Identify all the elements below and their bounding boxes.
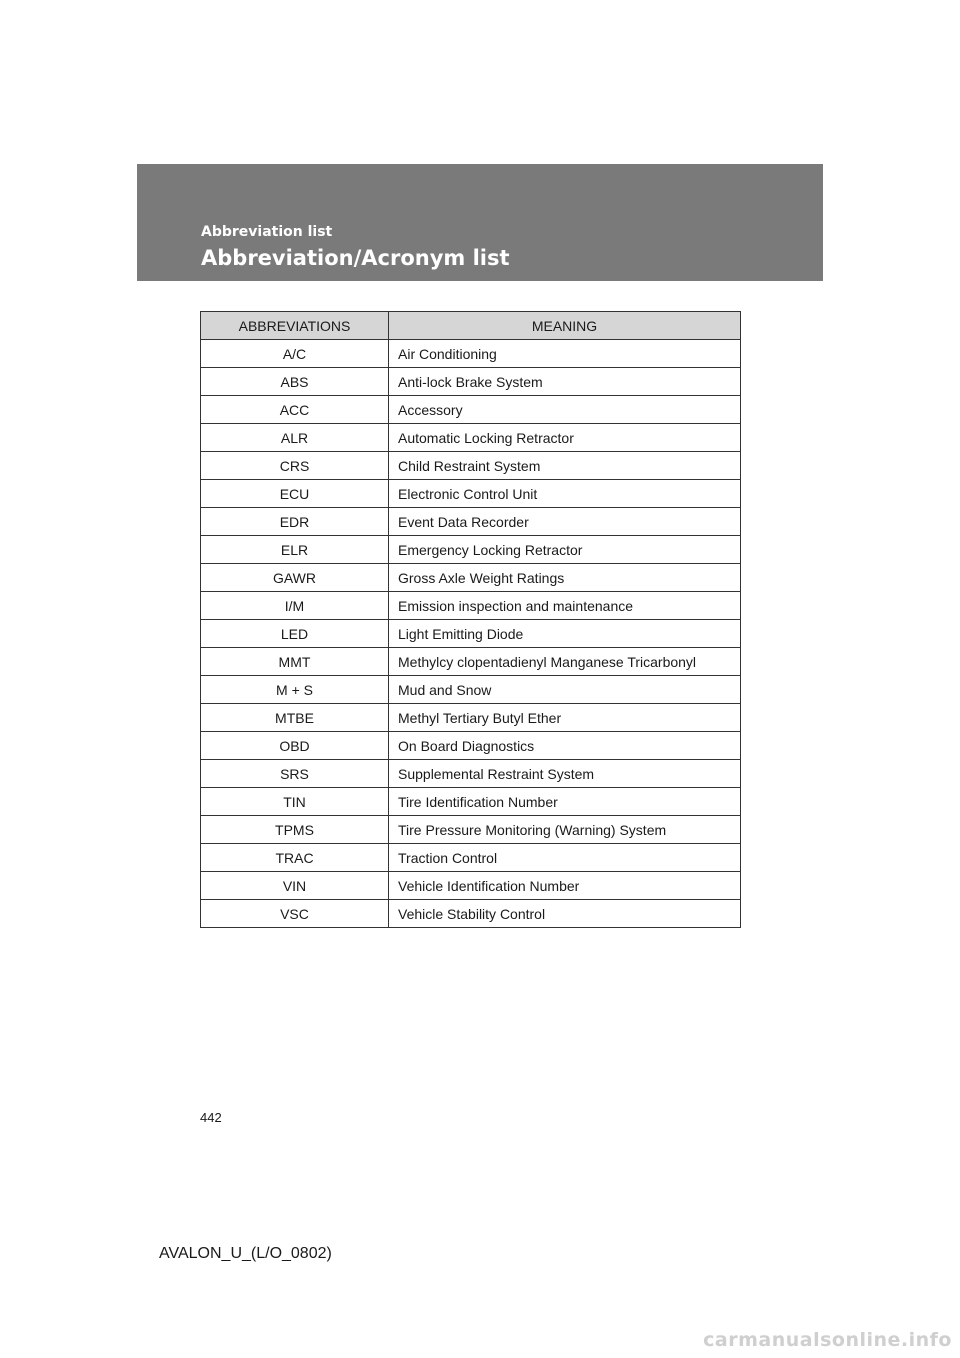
table-row bbox=[201, 704, 741, 732]
table-row bbox=[201, 732, 741, 760]
abbreviation-cell: SRS bbox=[201, 760, 389, 788]
meaning-cell: On Board Diagnostics bbox=[389, 732, 741, 760]
table-row bbox=[201, 788, 741, 816]
meaning-cell: Tire Identification Number bbox=[389, 788, 741, 816]
table-row bbox=[201, 452, 741, 480]
watermark: carmanualsonline.info bbox=[703, 1329, 952, 1351]
table-row bbox=[201, 900, 741, 928]
abbreviation-cell: TPMS bbox=[201, 816, 389, 844]
meaning-cell: Child Restraint System bbox=[389, 452, 741, 480]
meaning-cell: Event Data Recorder bbox=[389, 508, 741, 536]
abbreviation-cell: GAWR bbox=[201, 564, 389, 592]
abbreviation-cell: ECU bbox=[201, 480, 389, 508]
table-row bbox=[201, 508, 741, 536]
meaning-cell: Traction Control bbox=[389, 844, 741, 872]
table-row bbox=[201, 480, 741, 508]
abbreviation-cell: ACC bbox=[201, 396, 389, 424]
meaning-cell: Supplemental Restraint System bbox=[389, 760, 741, 788]
meaning-cell: Automatic Locking Retractor bbox=[389, 424, 741, 452]
meaning-cell: Methylcy clopentadienyl Manganese Tricarbonyl bbox=[389, 648, 741, 676]
abbreviation-cell: CRS bbox=[201, 452, 389, 480]
table-row bbox=[201, 620, 741, 648]
meaning-cell: Light Emitting Diode bbox=[389, 620, 741, 648]
column-header-abbreviations: ABBREVIATIONS bbox=[201, 312, 389, 340]
abbreviation-cell: MTBE bbox=[201, 704, 389, 732]
meaning-cell: Tire Pressure Monitoring (Warning) System bbox=[389, 816, 741, 844]
column-header-meaning: MEANING bbox=[389, 312, 741, 340]
meaning-cell: Emission inspection and maintenance bbox=[389, 592, 741, 620]
abbreviation-cell: VIN bbox=[201, 872, 389, 900]
table-row bbox=[201, 340, 741, 368]
abbreviation-cell: ABS bbox=[201, 368, 389, 396]
table-body bbox=[201, 340, 741, 928]
table-row bbox=[201, 564, 741, 592]
table-row bbox=[201, 872, 741, 900]
meaning-cell: Vehicle Stability Control bbox=[389, 900, 741, 928]
abbreviation-cell: OBD bbox=[201, 732, 389, 760]
section-label: Abbreviation list bbox=[201, 224, 333, 240]
table-row bbox=[201, 648, 741, 676]
abbreviation-cell: TRAC bbox=[201, 844, 389, 872]
page-number: 442 bbox=[200, 1110, 222, 1125]
table-row bbox=[201, 536, 741, 564]
table-row bbox=[201, 592, 741, 620]
table-row bbox=[201, 676, 741, 704]
table-row bbox=[201, 368, 741, 396]
table-header-row bbox=[201, 312, 741, 340]
meaning-cell: Accessory bbox=[389, 396, 741, 424]
abbreviation-cell: VSC bbox=[201, 900, 389, 928]
abbreviation-cell: ELR bbox=[201, 536, 389, 564]
abbreviation-cell: I/M bbox=[201, 592, 389, 620]
abbreviation-cell: MMT bbox=[201, 648, 389, 676]
table-row bbox=[201, 844, 741, 872]
abbreviation-cell: M + S bbox=[201, 676, 389, 704]
abbreviation-table bbox=[200, 311, 741, 928]
meaning-cell: Emergency Locking Retractor bbox=[389, 536, 741, 564]
table-row bbox=[201, 424, 741, 452]
meaning-cell: Air Conditioning bbox=[389, 340, 741, 368]
meaning-cell: Gross Axle Weight Ratings bbox=[389, 564, 741, 592]
table-row bbox=[201, 396, 741, 424]
meaning-cell: Vehicle Identification Number bbox=[389, 872, 741, 900]
abbreviation-cell: ALR bbox=[201, 424, 389, 452]
abbreviation-cell: A/C bbox=[201, 340, 389, 368]
meaning-cell: Mud and Snow bbox=[389, 676, 741, 704]
meaning-cell: Electronic Control Unit bbox=[389, 480, 741, 508]
table-row bbox=[201, 760, 741, 788]
section-header-band bbox=[137, 164, 823, 281]
abbreviation-cell: LED bbox=[201, 620, 389, 648]
meaning-cell: Anti-lock Brake System bbox=[389, 368, 741, 396]
document-code: AVALON_U_(L/O_0802) bbox=[159, 1245, 332, 1262]
page-title: Abbreviation/Acronym list bbox=[201, 246, 510, 270]
abbreviation-cell: TIN bbox=[201, 788, 389, 816]
abbreviation-cell: EDR bbox=[201, 508, 389, 536]
table-row bbox=[201, 816, 741, 844]
meaning-cell: Methyl Tertiary Butyl Ether bbox=[389, 704, 741, 732]
